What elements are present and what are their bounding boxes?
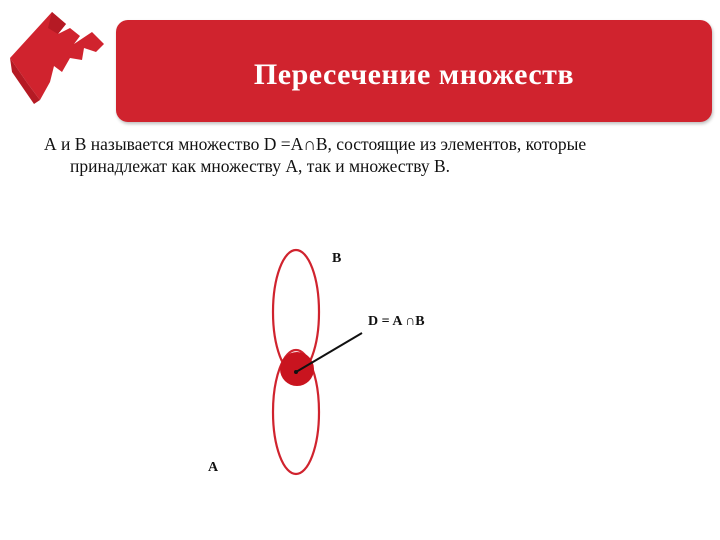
arrow-tip [294,370,298,374]
intersection-label: D = A ∩B [368,314,425,329]
intersection-arrow [296,333,362,372]
definition-line-2: принадлежат как множеству А, так и множеству В. [70,156,451,176]
intersection-dot [280,352,314,386]
set-b-label: В [332,251,342,266]
definition-line-1: А и В называется множество D =А∩В, состоящие из элементов, которые [44,134,587,154]
set-a-label: А [208,460,219,475]
page-title: Пересечение множеств [253,58,575,91]
